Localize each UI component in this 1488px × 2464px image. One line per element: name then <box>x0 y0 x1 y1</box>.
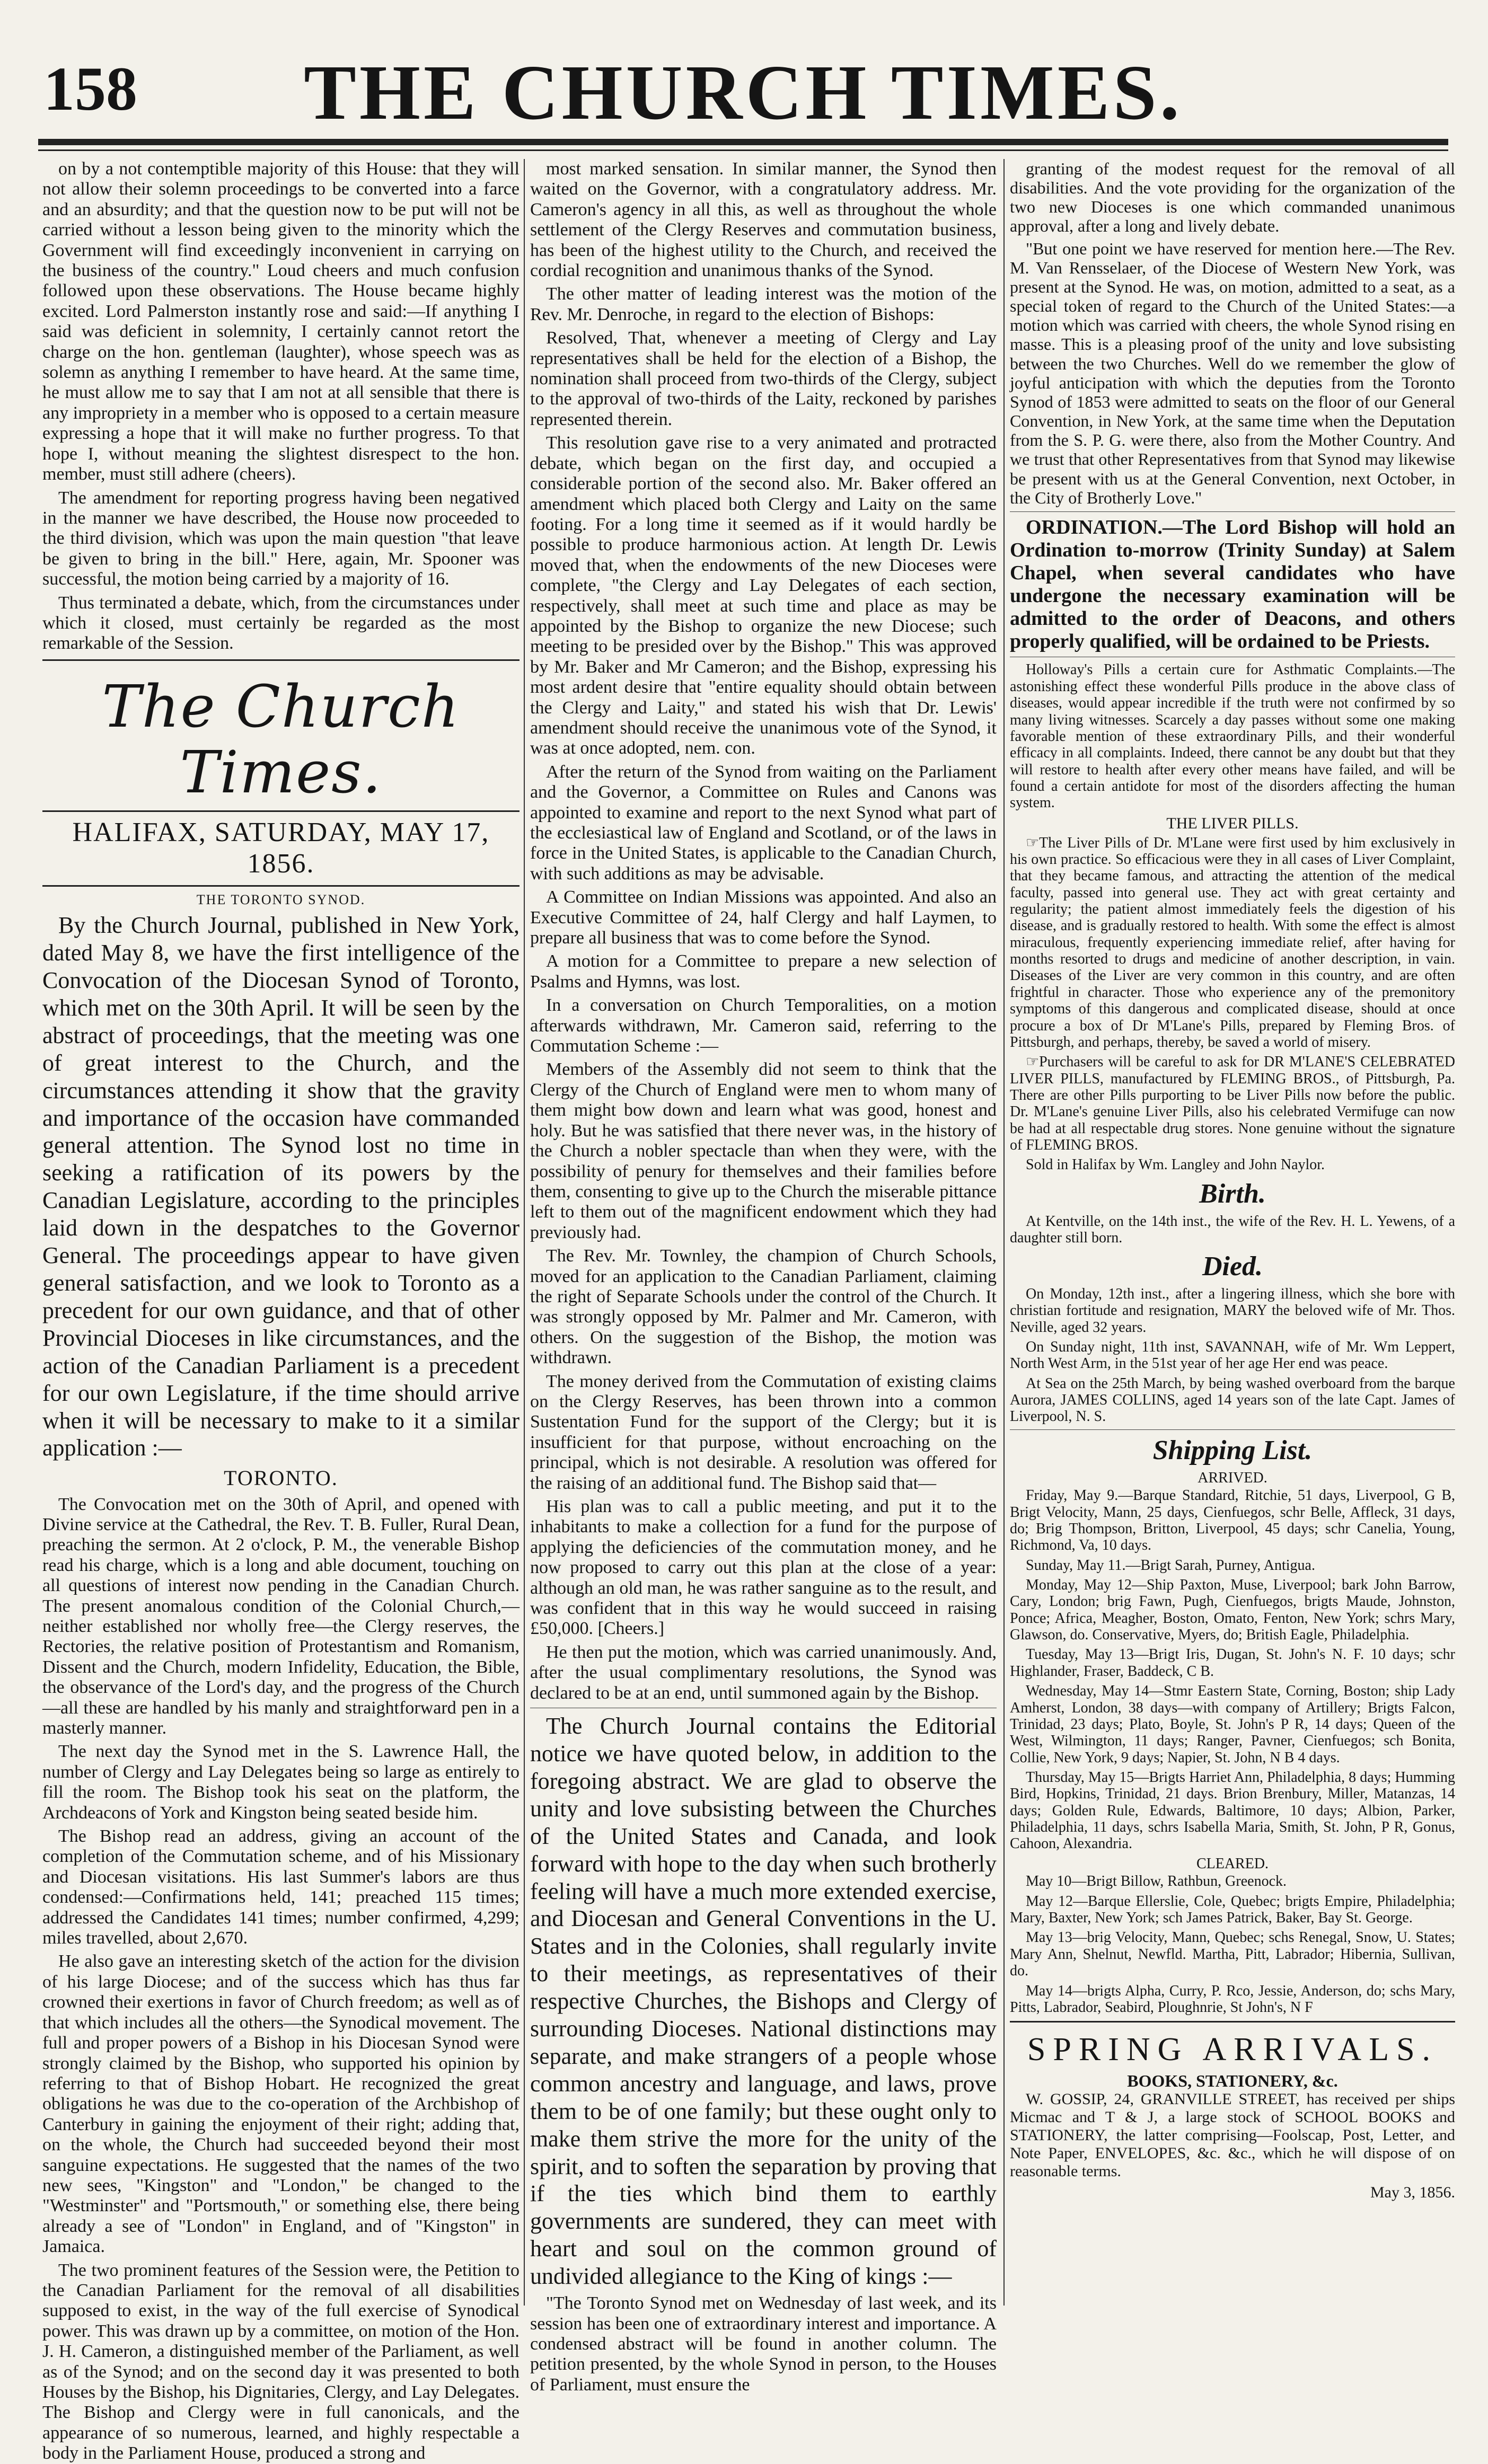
article-paragraph: "The Toronto Synod met on Wednesday of last week, and its session has been one of extraordinary interest and importance. A condensed abstract will be found in another column. The petition presented, by the whole Synod in person, to the Houses of Parliament, must ensure the <box>530 2293 997 2395</box>
column-3 <box>1010 159 1455 2306</box>
birth-notice: At Kentville, on the 14th inst., the wife of the Rev. H. L. Yewens, of a daughter still born. <box>1010 1213 1455 1246</box>
article-paragraph: The Rev. Mr. Townley, the champion of Church Schools, moved for an application to the Canadian Parliament, claiming the right of Separate Schools under the control of the Church. It was strongly opposed by Mr. Palmer and Mr. Cameron, with others. On the suggestion of the Bishop, the motion was withdrawn. <box>530 1246 997 1368</box>
column-1 <box>42 159 520 2463</box>
article-paragraph: The money derived from the Commutation of existing claims on the Clergy Reserves, has been thrown into a common Sustentation Fund for the support of the Clergy; but it is insufficient for that purpose, without encroaching on the principal, which is not desirable. A resolution was offered for the raising of an additional fund. The Bishop said that— <box>530 1371 997 1493</box>
article-paragraph: The two prominent features of the Session were, the Petition to the Canadian Parliament for the removal of all disabilities supposed to exist, in the way of the full exercise of Synodical power. This was drawn up by a committee, on motion of the Hon. J. H. Cameron, a distinguished member of the Parliament, as well as of the Synod; and on the second day it was presented to both Houses by the Bishop, his Dignitaries, Clergy, and Lay Delegates. The Bishop and Clergy were in full canonicals, and the appearance of so numerous, learned, and highly respectable a body in the Parliament House, produced a strong and <box>42 2260 520 2463</box>
page-header <box>38 32 1448 138</box>
death-notice: On Monday, 12th inst., after a lingering illness, which she bore with christian fortitude and resignation, MARY the beloved wife of Mr. Thos. Neville, aged 32 years. <box>1010 1285 1455 1336</box>
shipping-entry: Monday, May 12—Ship Paxton, Muse, Liverpool; bark John Barrow, Cary, London; brig Fawn, Pugh, Cienfuegos, brigts Maude, Johnston, Ponce; Africa, Meagher, Boston, Omato, Fenton, New York; schrs Mary, Glawson, do. Conservative, Myers, do; British Eagle, Philadelphia. <box>1010 1577 1455 1644</box>
article-paragraph: The next day the Synod met in the S. Lawrence Hall, the number of Clergy and Lay Delegates being so large as entirely to fill the room. The Bishop took his seat on the platform, the Archdeacons of York and Kingston being seated beside him. <box>42 1742 520 1823</box>
advert-paragraph: W. GOSSIP, 24, GRANVILLE STREET, has received per ships Micmac and T & J, a large stock of SCHOOL BOOKS and STATIONERY, the latter comprising—Foolscap, Post, Letter, and Note Paper, ENVELOPES, &c. &c., which he will dispose of on reasonable terms. <box>1010 2090 1455 2180</box>
article-paragraph: The other matter of leading interest was the motion of the Rev. Mr. Denroche, in regard to the election of Bishops: <box>530 284 997 324</box>
article-paragraph: The Convocation met on the 30th of April, and opened with Divine service at the Cathedral, the Rev. T. B. Fuller, Rural Dean, preaching the sermon. At 2 o'clock, P. M., the venerable Bishop read his charge, which is a long and able document, touching on all questions of interest now pending in the Canadian Church. The present anomalous condition of the Colonial Church,—neither established nor wholly free—the Clergy reserves, the Rectories, the relative position of Protestantism and Romanism, Dissent and the Church, modern Infidelity, Education, the Bible, the observance of the Lord's day, and the progress of the Church—all these are handled by his manly and straightforward pen in a masterly manner. <box>42 1494 520 1738</box>
article-paragraph: granting of the modest request for the removal of all disabilities. And the vote providing for the organization of the two new Dioceses is one which commanded unanimous approval, after a long and lively debate. <box>1010 159 1455 236</box>
shipping-entry: Sunday, May 11.—Brigt Sarah, Purney, Antigua. <box>1026 1557 1315 1574</box>
article-paragraph: Thus terminated a debate, which, from the circumstances under which it closed, must certainly be regarded as the most remarkable of the Session. <box>42 593 520 653</box>
advert-paragraph: Sold in Halifax by Wm. Langley and John Naylor. <box>1026 1156 1325 1173</box>
spring-arrivals-heading: SPRING ARRIVALS. <box>1027 2032 1438 2068</box>
shipping-entry: Tuesday, May 13—Brigt Iris, Dugan, St. John's N. F. 10 days; schr Highlander, Fraser, Baddeck, C B. <box>1010 1646 1455 1680</box>
article-paragraph: In a conversation on Church Temporalities, on a motion afterwards withdrawn, Mr. Cameron said, referring to the Commutation Scheme :— <box>530 995 997 1056</box>
article-paragraph: The amendment for reporting progress having been negatived in the manner we have described, the House now proceeded to the third division, which was upon the main question "that leave be given to bring in the bill." Here, again, Mr. Spooner was successful, the motion being carried by a majority of 16. <box>42 488 520 589</box>
column-divider <box>1003 159 1005 2306</box>
shipping-entry: May 10—Brigt Billow, Rathbun, Greenock. <box>1026 1873 1287 1890</box>
lead-paragraph: By the Church Journal, published in New York, dated May 8, we have the first intelligence of the Convocation of the Diocesan Synod of Toronto, which met on the 30th April. It will be seen by the abstract of proceedings, that the meeting was one of great interest to the Church, and the circumstances attending it show that the gravity and importance of the occasion have commanded general attention. The Synod lost no time in seeking a ratification of its powers by the Canadian Legislature, according to the principles laid down in the despatches to the Governor General. The proceedings appear to have given general satisfaction, and we look to Toronto as a precedent for our own guidance, and that of other Provincial Dioceses in like circumstances, and the action of the Canadian Parliament is a precedent for our own Legislature, if the time should arrive when it will be necessary to make to it a similar application :— <box>42 912 520 1461</box>
article-paragraph: on by a not contemptible majority of this House: that they will not allow their solemn proceedings to be converted into a farce and an absurdity; and that the question now to be put will not be carried without a lesson being given to the minority which the Government will find exceedingly inconvenient in carrying on the business of the country." Loud cheers and much confusion followed upon these observations. The House became highly excited. Lord Palmerston instantly rose and said:—If anything I said was deficient in solemnity, I certainly cannot retort the charge on the hon. gentleman (laughter), whose speech was as solemn as anything I remember to have heard. At the same time, he must allow me to say that I am not at all sensible that there is any impropriety in a member who is opposed to a certain measure expressing a hope that it will make no further progress. To that hope I, without meaning the slightest disrespect to the hon. member, must still adhere (cheers). <box>42 159 520 484</box>
section-heading: TORONTO. <box>224 1466 338 1490</box>
divider <box>42 885 520 887</box>
shipping-entry: Friday, May 9.—Barque Standard, Ritchie, 51 days, Liverpool, G B, Brigt Velocity, Mann, 25 days, Cienfuegos, schr Belle, Affleck, 31 days, do; Brig Thompson, Britton, Liverpool, 45 days; schr Canelia, Young, Richmond, Va, 10 days. <box>1010 1487 1455 1554</box>
column-2 <box>530 159 997 2395</box>
advert-paragraph: ☞The Liver Pills of Dr. M'Lane were first used by him exclusively in his own practice. So efficacious were they in all cases of Liver Complaint, that they became famous, and attracting the attention of the medical faculty, passed into general use. They act with great certainty and regularity; the patient almost immediately feels the digestion of his disease, and is gradually restored to health. With some the effect is almost miraculous, frequently experiencing immediate relief, after having for months resorted to drugs and medicine of another description, in vain. Diseases of the Liver are very common in this country, and are often frightful in character. Those who experience any of the premonitory symptoms of this dangerous and complicated disease, should at once procure a box of Dr M'Lane's Pills, prepared by Fleming Bros. of Pittsburgh, and perhaps, thereby, be saved a world of misery. <box>1010 834 1455 1050</box>
section-heading: THE TORONTO SYNOD. <box>196 891 366 907</box>
divider <box>42 810 520 812</box>
article-paragraph: A motion for a Committee to prepare a new selection of Psalms and Hymns, was lost. <box>530 951 997 992</box>
shipping-entry: Thursday, May 15—Brigts Harriet Ann, Philadelphia, 8 days; Humming Bird, Hopkins, Trinidad, 21 days. Brion Brenbury, Miller, Matanzas, 14 days; Golden Rule, Edwards, Baltimore, 10 days; Albion, Parker, Philadelphia, 11 days, schrs Isabella Maria, Smith, St. John, P R, Gonus, Cahoon, Alexandria. <box>1010 1769 1455 1852</box>
dateline: HALIFAX, SATURDAY, MAY 17, 1856. <box>72 817 490 879</box>
header-rule <box>38 139 1448 145</box>
death-notice: On Sunday night, 11th inst, SAVANNAH, wife of Mr. Wm Leppert, North West Arm, in the 51st year of her age Her end was peace. <box>1010 1339 1455 1372</box>
divider <box>1010 511 1455 512</box>
paper-title: The Church Times. <box>102 672 460 807</box>
article-paragraph: He then put the motion, which was carried unanimously. And, after the usual complimentary resolutions, the Synod was declared to be at an end, until summoned again by the Bishop. <box>530 1642 997 1703</box>
divider <box>42 659 520 661</box>
article-paragraph: His plan was to call a public meeting, and put it to the inhabitants to make a collection for a fund for the purpose of applying the deficiencies of the commutation money, and he now proposed to carry out this plan at the close of a year: although an old man, he was rather sanguine as to the result, and was confident that in this way he would succeed in raising £50,000. [Cheers.] <box>530 1497 997 1639</box>
header-rule-thin <box>38 149 1448 151</box>
cleared-heading: CLEARED. <box>1196 1855 1269 1872</box>
died-heading: Died. <box>1202 1251 1263 1282</box>
article-paragraph: The Bishop read an address, giving an account of the completion of the Commutation scheme, and of his Missionary and Diocesan visitations. His last Summer's labors are thus condensed:—Confirmations held, 141; preached 115 times; addressed the Candidates 141 times; number confirmed, 4,299; miles travelled, about 2,670. <box>42 1826 520 1948</box>
article-paragraph: most marked sensation. In similar manner, the Synod then waited on the Governor, with a congratulatory address. Mr. Cameron's agency in all this, as well as throughout the whole settlement of the Clergy Reserves and commutation business, has been of the highest utility to the Church, and received the cordial recognition and unanimous thanks of the Synod. <box>530 159 997 281</box>
divider <box>1010 1429 1455 1430</box>
advert-paragraph: ☞Purchasers will be careful to ask for DR M'LANE'S CELEBRATED LIVER PILLS, manufactured by FLEMING BROS., of Pittsburgh, Pa. There are other Pills purporting to be Liver Pills now before the public. Dr. M'Lane's genuine Liver Pills, also his celebrated Vermifuge can now be had at all respectable drug stores. None genuine without the signature of FLEMING BROS. <box>1010 1054 1455 1154</box>
editorial-paragraph: The Church Journal contains the Editorial notice we have quoted below, in addition to the foregoing abstract. We are glad to observe the unity and love subsisting between the Churches of the United States and Canada, and look forward with hope to the day when such brotherly feeling will have a much more extended exercise, and Diocesan and General Conventions in the U. States and in the Colonies, shall regularly invite to their meetings, as representatives of their respective Churches, the Bishops and Clergy of surrounding Dioceses. National distinctions may separate, and make strangers of a people whose common ancestry and language, and laws, prove them to be of one family; but these ought only to make them strive the more for the unity of the spirit, and to soften the separation by proving that if the ties which bind them to earthly governments are sundered, they can meet with heart and soul on the common ground of undivided allegiance to the King of kings :— <box>530 1713 997 2290</box>
birth-heading: Birth. <box>1199 1178 1266 1209</box>
article-paragraph: Resolved, That, whenever a meeting of Clergy and Lay representatives shall be held for the election of a Bishop, the nomination shall proceed from two-thirds of the Clergy, subject to the approval of two-thirds of the Laity, reckoned by parishes represented therein. <box>530 328 997 429</box>
advert-subheading: BOOKS, STATIONERY, &c. <box>1127 2071 1338 2091</box>
divider <box>1010 2021 1455 2023</box>
shipping-heading: Shipping List. <box>1152 1435 1313 1465</box>
article-paragraph: A Committee on Indian Missions was appointed. And also an Executive Committee of 24, half Clergy and half Laymen, to prepare all business that was to come before the Synod. <box>530 887 997 948</box>
ordination-notice: ORDINATION.—The Lord Bishop will hold an Ordination to-morrow (Trinity Sunday) at Salem Chapel, when several candidates who have undergone the necessary examination will be admitted to the order of Deacons, and others properly qualified, will be ordained to be Priests. <box>1010 516 1455 652</box>
arrived-heading: ARRIVED. <box>1198 1469 1267 1486</box>
page-number: 158 <box>43 54 137 123</box>
column-divider <box>524 159 525 2306</box>
article-paragraph: After the return of the Synod from waiting on the Parliament and the Governor, a Committee on Rules and Canons was appointed to examine and report to the next Synod what part of the ecclesiastical law of England and Scotland, or of the laws in force in the United States, is applicable to the Canadian Church, with such additions as may be advisable. <box>530 762 997 884</box>
shipping-entry: May 14—brigts Alpha, Curry, P. Rco, Jessie, Anderson, do; schs Mary, Pitts, Labrador, Seabird, Ploughnrie, St John's, N F <box>1010 1982 1455 2016</box>
article-paragraph: "But one point we have reserved for mention here.—The Rev. M. Van Rensselaer, of the Diocese of Western New York, was present at the Synod. He was, on motion, admitted to a seat, as a special token of regard to the Church of the United States:—a motion which was carried with cheers, the whole Synod rising en masse. This is a pleasing proof of the unity and love subsisting between the two Churches. Well do we remember the glow of joyful anticipation with which the deputies from the Toronto Synod of 1853 were admitted to seats on the floor of our General Convention, in New York, at the same time when the Deputation from the S. P. G. were there, also from the Mother Country. And we trust that other Representatives from that Synod may likewise be present with us at the General Convention, next October, in the City of Brotherly Love." <box>1010 239 1455 507</box>
shipping-entry: May 13—brig Velocity, Mann, Quebec; schs Renegal, Snow, U. States; Mary Ann, Shelnut, Newfld. Martha, Pitt, Labrador; Hibernia, Sullivan, do. <box>1010 1929 1455 1980</box>
death-notice: At Sea on the 25th March, by being washed overboard from the barque Aurora, JAMES COLLINS, aged 14 years son of the late Capt. James of Liverpool, N. S. <box>1010 1375 1455 1425</box>
holloway-advert: Holloway's Pills a certain cure for Asthmatic Complaints.—The astonishing effect these wonderful Pills produce in the above class of diseases, would appear incredible if the truth were not confirmed by so many living witnesses. Scarcely a day passes without some one making favorable mention of these extraordinary Pills, and their wonderful efficacy in all complaints. Indeed, there cannot be any doubt but that they will restore to health after every other means have failed, and will be found a certain antidote for most of the disorders affecting the human system. <box>1010 661 1455 811</box>
advert-date: May 3, 1856. <box>1370 2183 1455 2201</box>
masthead: THE CHURCH TIMES. <box>304 49 1183 136</box>
article-paragraph: He also gave an interesting sketch of the action for the division of his large Diocese; and of the success which has thus far crowned their exertions in favor of Church freedom; as well as of that which includes all the others—the Synodical movement. The full and proper powers of a Bishop in his Diocesan Synod were strongly claimed by the Bishop, who supported his opinion by referring to that of Bishop Hobart. He recognized the great obligations he was due to the co-operation of the Archbishop of Canterbury in gaining the enjoyment of their right; adding that, on the whole, the Church had succeeded beyond their most sanguine expectations. He suggested that the names of the two new sees, "Kingston" and "London," be changed to the "Westminster" and "Portsmouth," or something else, there being already a see of "London" in England, and of "Kingston" in Jamaica. <box>42 1951 520 2257</box>
article-paragraph: This resolution gave rise to a very animated and protracted debate, which began on the first day, and occupied a considerable portion of the second also. Mr. Baker offered an amendment which placed both Clergy and Laity on the same footing. For a long time it seemed as if it would hardly be possible to produce harmonious action. At length Dr. Lewis moved that, when the endowments of the new Dioceses were complete, "the Clergy and Lay Delegates of each section, respectively, shall meet at such time and place as may be appointed by the Bishop to organize the new Diocese; such meeting to be presided over by the Bishop." This was approved by Mr. Baker and Mr Cameron; and the Bishop, expressing his most ardent desire that "entire equality should obtain between the Clergy and Laity," and stated his wish that Dr. Lewis' amendment should receive the unanimous vote of the Synod, it was at once adopted, nem. con. <box>530 433 997 758</box>
article-paragraph: Members of the Assembly did not seem to think that the Clergy of the Church of England were men to whom many of them might bow down and learn what was good, honest and holy. But he was satisfied that there never was, in the history of the Church a nobler spectacle than when they were, with the possibility of penury for themselves and their families before them, consenting to give up to the Church the miserable pittance left to them out of the magnificent endowment which they had previously had. <box>530 1059 997 1242</box>
shipping-entry: Wednesday, May 14—Stmr Eastern State, Corning, Boston; ship Lady Amherst, London, 38 days—with company of Artillery; Brigts Falcon, Trinidad, 23 days; Plato, Boyle, St. John's P R, 14 days; Queen of the West, Wilmington, 11 days; Ranger, Pavner, Cienfuegos; sch Bonita, Collie, New York, 9 days; Napier, St. John, N B 4 days. <box>1010 1683 1455 1766</box>
section-heading: THE LIVER PILLS. <box>1166 814 1299 832</box>
shipping-entry: May 12—Barque Ellerslie, Cole, Quebec; brigts Empire, Philadelphia; Mary, Baxter, New York; sch James Patrick, Baker, Bay St. George. <box>1010 1893 1455 1927</box>
